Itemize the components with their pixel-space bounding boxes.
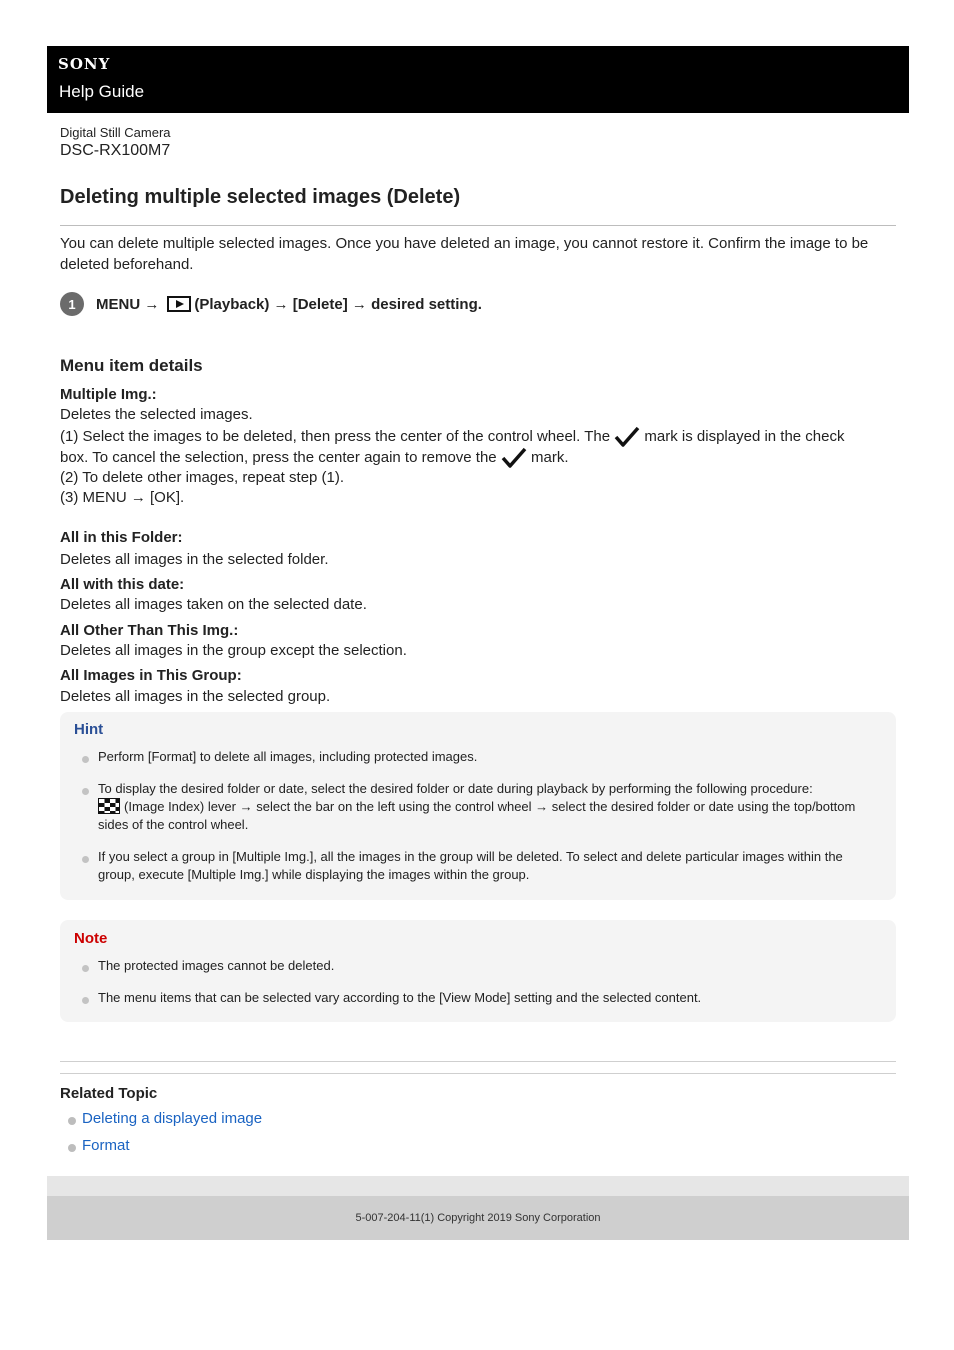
bullet-icon [68,1144,76,1152]
all-in-folder-desc: Deletes all images in the selected folder. [60,551,329,568]
product-model: DSC-RX100M7 [60,142,171,159]
product-category: Digital Still Camera [60,125,171,140]
bullet-icon [82,856,89,863]
related-link-deleting[interactable]: Deleting a displayed image [82,1110,263,1127]
step-1 [60,292,482,316]
related-link-format[interactable]: Format [82,1137,130,1154]
step-suffix: (Playback) → [Delete] → desired setting. [194,295,482,313]
hint-item-cont [98,798,878,834]
step1-cont-text-a: box. To cancel the selection, press the center again to remove the [60,448,497,466]
related-topic-heading: Related Topic [60,1085,158,1102]
playback-icon [167,296,191,312]
term-all-other: All Other Than This Img.: [60,622,239,639]
bullet-icon [82,965,89,972]
bullet-icon [82,756,89,763]
hint-item [98,780,878,834]
step1-text-b: mark is displayed in the check [644,427,845,445]
hint-item-cont-text: (Image Index) lever → select the bar on the left using the control wheel → select the desired folder or date using the top/bottom sides of the control wheel. [98,799,856,832]
help-guide-label: Help Guide [59,82,145,101]
note-item: The menu items that can be selected vary according to the [View Mode] setting and the selected content. [98,990,702,1005]
all-other-desc: Deletes all images in the group except the selection. [60,642,407,659]
hint-item: Perform [Format] to delete all images, including protected images. [98,749,478,764]
note-title: Note [74,930,108,947]
page-title: Deleting multiple selected images (Delete) [60,186,461,208]
note-item: The protected images cannot be deleted. [98,958,335,973]
copyright-text: 5-007-204-11(1) Copyright 2019 Sony Corporation [355,1212,601,1224]
menu-details-heading: Menu item details [60,356,203,375]
hint-item-text: To display the desired folder or date, select the desired folder or date during playback by performing the following procedure: [98,781,813,796]
multiple-img-step3: (3) MENU → [OK]. [60,489,185,506]
all-group-desc: Deletes all images in the selected group. [60,688,331,705]
footer [47,1196,909,1240]
hint-item: If you select a group in [Multiple Img.], all the images in the group will be deleted. To select and delete particular images within the group, execute [Multiple Img.] while displaying the images within the group. [98,849,843,882]
term-multiple-img: Multiple Img.: [60,386,157,403]
step-instruction [96,296,482,313]
check-mark-icon [614,425,640,449]
step1-text-a: (1) Select the images to be deleted, then press the center of the control wheel. The [60,427,611,445]
header-bar [47,46,909,113]
hint-box [60,712,896,900]
divider [60,1061,896,1062]
step-prefix: MENU → [96,295,160,313]
multiple-img-step2: (2) To delete other images, repeat step (1). [60,469,345,486]
divider [60,1073,896,1074]
term-all-group: All Images in This Group: [60,667,242,684]
check-mark-icon [501,446,527,470]
bullet-icon [82,788,89,795]
intro-text: You can delete multiple selected images. Once you have deleted an image, you cannot restore it. Confirm the image to be deleted beforehand. [60,235,869,273]
all-with-date-desc: Deletes all images taken on the selected date. [60,596,367,613]
term-all-in-folder: All in this Folder: [60,529,183,546]
title-divider [60,225,896,226]
image-index-icon [98,798,120,814]
bullet-icon [68,1117,76,1125]
hint-title: Hint [74,721,104,738]
bullet-icon [82,997,89,1004]
sony-logo: SONY [58,55,111,73]
step-number: 1 [60,292,84,316]
note-box [60,920,896,1022]
multiple-img-desc: Deletes the selected images. [60,406,253,423]
footer-spacer [47,1176,909,1196]
step1-cont-text-b: mark. [531,448,569,466]
multiple-img-step1-cont [60,446,569,470]
term-all-with-date: All with this date: [60,576,185,593]
